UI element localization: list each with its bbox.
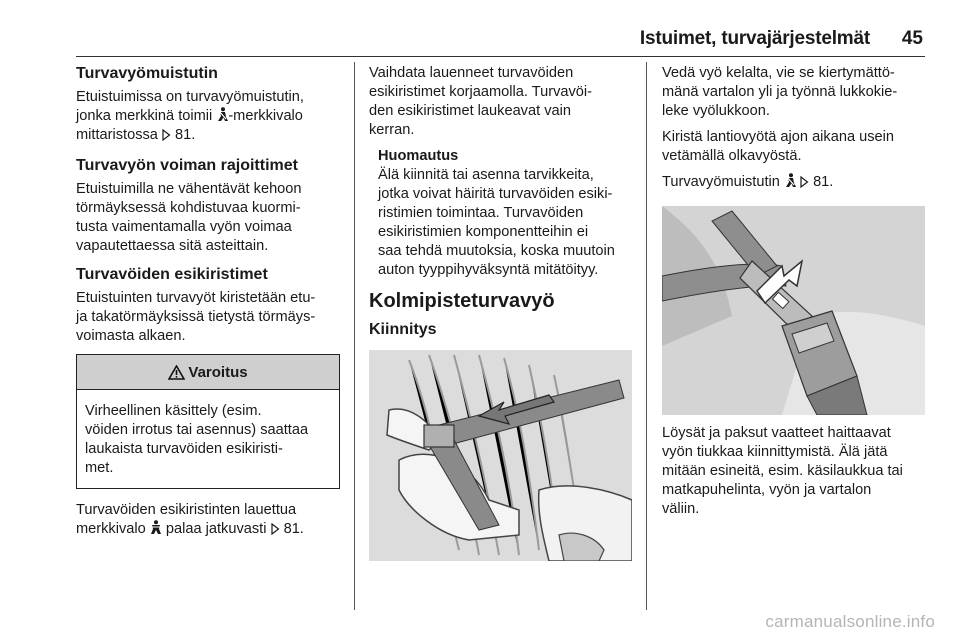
note-title: Huomautus (378, 148, 459, 164)
illustration-buckle (662, 206, 925, 415)
page-ref-arrow-icon (800, 175, 809, 194)
page-ref-arrow-icon (271, 522, 280, 541)
paragraph-pretensioner-light: Turvavöiden esikiristinten lauettua merkkivalo palaa jatkuvasti 81. (76, 501, 344, 541)
paragraph-reminder-ref: Turvavyömuistutin 81. (662, 173, 930, 194)
paragraph-pull-belt: Vedä vyö kelalta, vie se kiertymättö- mänä vartalon yli ja työnnä lukkokie- leke vyölukkoon. (662, 65, 898, 119)
paragraph-load-limiters: Etuistuimilla ne vähentävät kehoon törmäyksessä kohdistuvaa kuormi- tusta vaimentamalla vyön voimaa vapautettaessa sitä asteittain. (76, 181, 302, 254)
heading-fastening: Kiinnitys (369, 321, 437, 338)
warning-triangle-icon (168, 365, 185, 380)
note-text: Älä kiinnitä tai asenna tarvikkeita, jotka voivat häiritä turvavöiden esiki- ristimien toimintaa. Turvavöiden esikiristimien komponentteihin ei saa tehdä muutoksia, koska muutoin auton tyyppihyväksyntä mitätöityy. (378, 167, 615, 278)
warning-text: Virheellinen käsittely (esim. vöiden irrotus tai asennus) saattaa laukaista turvavöiden esikiristi- met. (85, 403, 309, 476)
warning-box (76, 354, 340, 489)
warning-header (77, 355, 339, 390)
heading-three-point-belt: Kolmipisteturvavyö (369, 290, 555, 312)
paragraph-pretensioners: Etuistuinten turvavyöt kiristetään etu- ja takatörmäyksissä tietystä törmäys- voimasta alkaen. (76, 290, 316, 344)
seatbelt-reminder-icon (784, 173, 796, 188)
page-ref-arrow-icon (162, 128, 171, 147)
paragraph-reminder: Etuistuimissa on turvavyömuistutin, jonka merkkinä toimii -merkkivalo mittaristossa 81. (76, 88, 344, 147)
running-header-title: Istuimet, turvajärjestelmät (639, 28, 870, 49)
watermark: carmanualsonline.info (765, 612, 935, 631)
column-divider-2 (646, 62, 647, 610)
paragraph-replace-pretensioners: Vaihdata lauenneet turvavöiden esikiristimet korjaamolla. Turvavöi- den esikiristimet laukeavat vain kerran. (369, 65, 593, 138)
heading-seatbelt-reminder: Turvavyömuistutin (76, 65, 218, 82)
column-3 (662, 64, 930, 519)
page-number: 45 (901, 28, 923, 49)
note-box (369, 147, 633, 280)
seatbelt-reminder-icon (216, 107, 228, 122)
column-1 (76, 64, 344, 541)
illustration-fastening-belt (369, 350, 632, 561)
paragraph-loose-clothing: Löysät ja paksut vaatteet haittaavat vyön tiukkaa kiinnittymistä. Älä jätä mitään esineitä, esim. käsilaukkua tai matkapuhelinta, vyön ja vartalon väliin. (662, 425, 903, 517)
heading-pretensioners: Turvavöiden esikiristimet (76, 266, 268, 283)
heading-load-limiters: Turvavyön voiman rajoittimet (76, 157, 298, 174)
column-divider-1 (354, 62, 355, 610)
header-rule (76, 56, 925, 57)
warning-title: Varoitus (188, 363, 248, 381)
paragraph-tighten-belt: Kiristä lantiovyötä ajon aikana usein vetämällä olkavyöstä. (662, 129, 895, 164)
pretensioner-icon (150, 520, 162, 535)
column-2 (369, 64, 633, 561)
